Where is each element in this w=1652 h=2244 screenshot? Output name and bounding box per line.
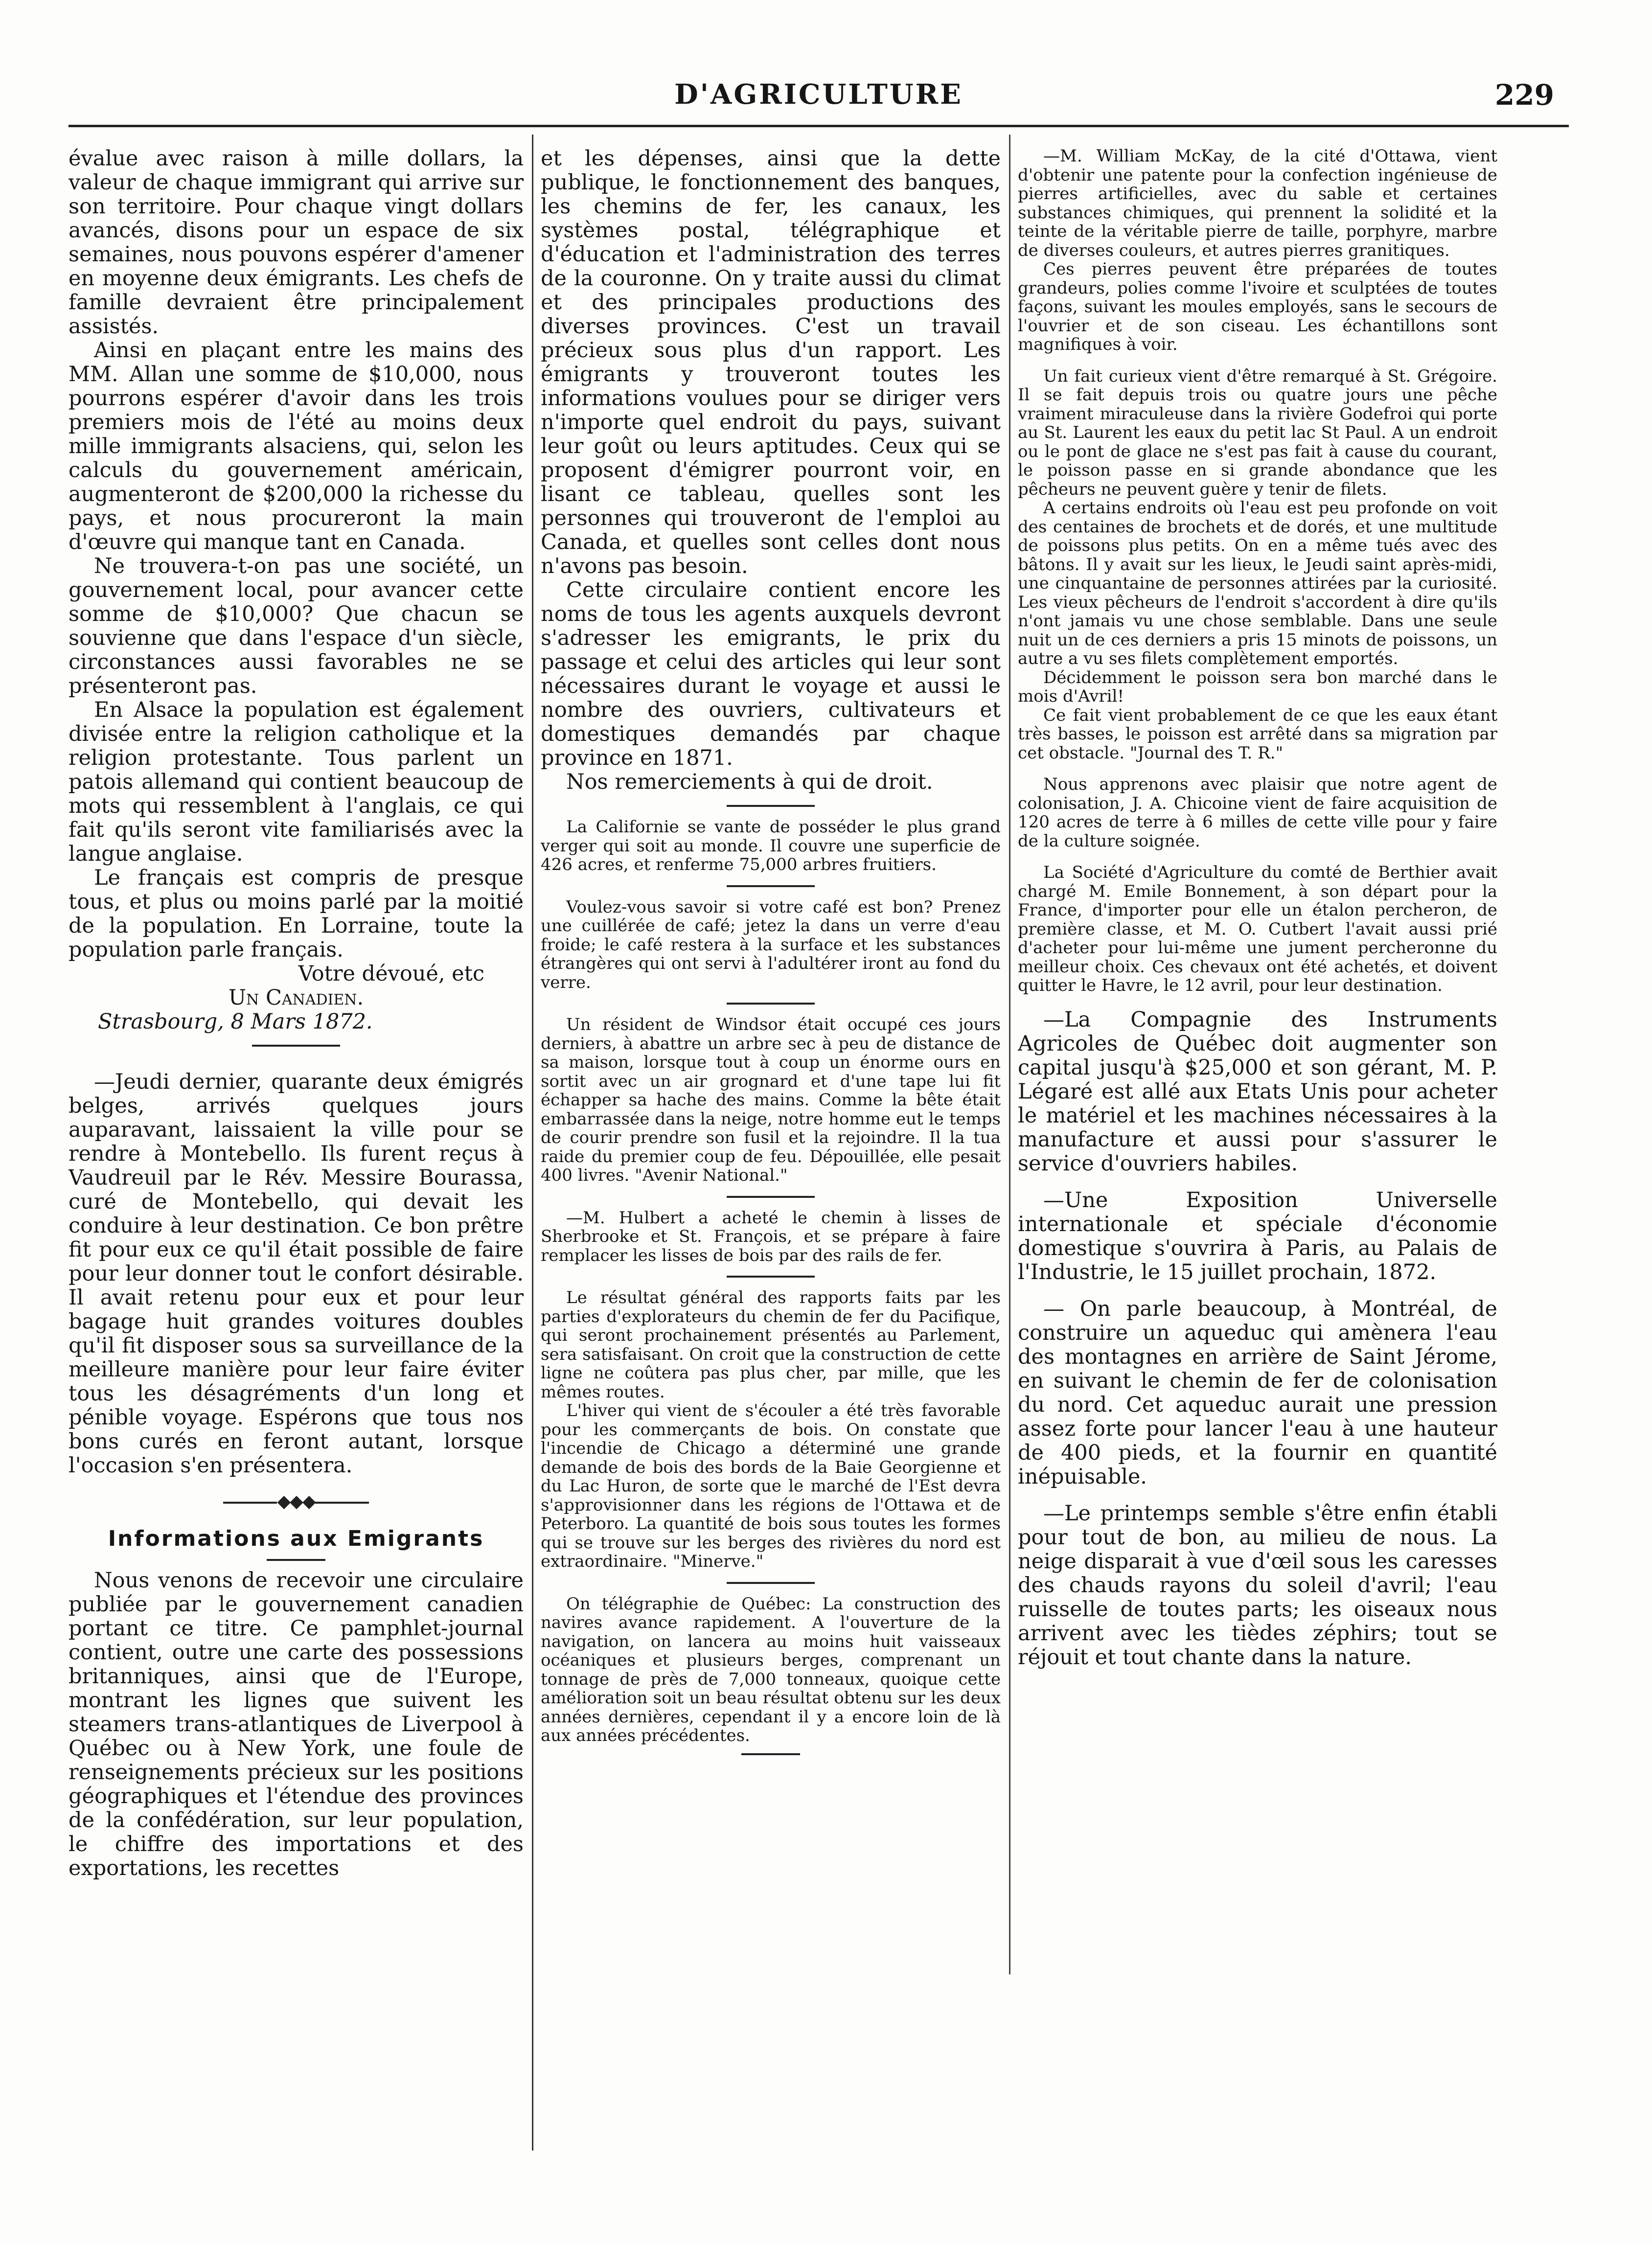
ornamental-divider: ◆◆◆ xyxy=(69,1491,524,1511)
separator-rule xyxy=(252,1045,340,1047)
news-item-chicoine: Nous apprenons avec plaisir que notre agent de colonisation, J. A. Chicoine vient de faire acquisition de 120 acres de terre à 6 milles de cette ville pour y faire de la culture soignée. xyxy=(1018,775,1497,851)
col3-paragraph-exposition: —Une Exposition Universelle internationale et spéciale d'économie domestique s'ouvrira à Paris, au Palais de l'Industrie, le 15 juillet prochain, 1872. xyxy=(1018,1188,1497,1284)
news-item-bois: L'hiver qui vient de s'écouler a été très favorable pour les commerçants de bois. On constate que l'incendie de Chicago a déterminé une grande demande de bois des bords de la Baie Georgienne et du Lac Huron, de sorte que le marché de l'Est devra s'approvisionner dans les régions de l'Ottawa et de Peterboro. La quantité de bois sous toutes les formes qui se trouve sur les berges des rivières du nord est extraordinaire. "Minerve." xyxy=(541,1401,1001,1571)
col1-paragraph-2: Ainsi en plaçant entre les mains des MM. Allan une somme de $10,000, nous pourrons espérer d'avoir dans les trois premiers mois de l'été au moins deux mille immigrants alsaciens, qui, selon les calculs du gouvernement américain, augmenteront de $200,000 la richesse du pays, et nous procureront la main d'œuvre qui manque tant en Canada. xyxy=(69,338,524,554)
news-item-hulbert: —M. Hulbert a acheté le chemin à lisses de Sherbrooke et St. François, et se prépare à faire remplacer les lisses de bois par des rails de fer. xyxy=(541,1208,1001,1265)
col1-paragraph-4: En Alsace la population est également divisée entre la religion catholique et la religion protestante. Tous parlent un patois allemand qui contient beaucoup de mots qui ressemblent à l'anglais, ce qui fait qu'ils seront vite familiarisés avec la langue anglaise. xyxy=(69,698,524,866)
letter-place-date: Strasbourg, 8 Mars 1872. xyxy=(98,1009,373,1034)
col3-paragraph-aqueduc: — On parle beaucoup, à Montréal, de construire un aqueduc qui amènera l'eau des montagnes en arrière de Saint Jérome, en suivant le chemin de fer de colonisation du nord. Cet aqueduc aurait une pression assez forte pour lancer l'eau à une hauteur de 400 pieds, et la fournir en quantité inépuisable. xyxy=(1018,1296,1497,1489)
column-3 xyxy=(1018,147,1497,2177)
news-item-mckay: —M. William McKay, de la cité d'Ottawa, vient d'obtenir une patente pour la confection ingénieuse de pierres artificielles, avec du sable et certaines substances chimiques, qui prennent la solidité et la teinte de la véritable pierre de taille, porphyre, marbre de diverses couleurs, et autres pierres granitiques. xyxy=(1018,147,1497,260)
separator-rule xyxy=(727,1196,815,1198)
column-divider-2 xyxy=(1009,135,1010,1974)
col2-paragraph-2: Cette circulaire contient encore les noms de tous les agents auxquels devront s'adresser les emigrants, le prix du passage et celui des articles qui leur sont nécessaires durant le voyage et aussi le nombre des ouvriers, cultivateurs et domestiques demandés par chaque province en 1871. xyxy=(541,578,1001,770)
page-header xyxy=(69,73,1569,127)
col3-paragraph-compagnie: —La Compagnie des Instruments Agricoles de Québec doit augmenter son capital jusqu'à $25,000 et son gérant, M. P. Légaré est allé aux Etats Unis pour acheter le matériel et les machines nécessaires à la manufacture et aussi pour s'assurer le service d'ouvriers habiles. xyxy=(1018,1007,1497,1176)
column-1 xyxy=(69,147,524,2177)
news-item-quebec: On télégraphie de Québec: La construction des navires avance rapidement. A l'ouverture de la navigation, on lancera au moins huit vaisseaux océaniques et plusieurs berges, comprenant un tonnage de près de 7,000 tonneaux, quoique cette amélioration soit un beau résultat obtenu sur les deux années dernières, cependant il y a encore loin de là aux années précédentes. xyxy=(541,1594,1001,1745)
separator-rule xyxy=(727,1582,815,1584)
col1-paragraph-3: Ne trouvera-t-on pas une société, un gouvernement local, pour avancer cette somme de $10,000? Que chacun se souvienne que dans l'espace d'un siècle, circonstances aussi favorables ne se présenteront pas. xyxy=(69,554,524,698)
letter-signature: Un Canadien. xyxy=(228,985,364,1010)
col3-paragraph-printemps: —Le printemps semble s'être enfin établi pour tout de bon, au milieu de nous. La neige disparait à vue d'œil sous les caresses des chauds rayons du soleil d'avril; l'eau ruisselle de toutes parts; les oiseaux nous arrivent avec les tièdes zéphirs; tout se réjouit et tout chante dans la nature. xyxy=(1018,1501,1497,1670)
news-item-migration: Ce fait vient probablement de ce que les eaux étant très basses, le poisson est arrêté dans sa migration par cet obstacle. "Journal des T. R." xyxy=(1018,705,1497,763)
news-item-poissons: A certains endroits où l'eau est peu profonde on voit des centaines de brochets et de dorés, et une multitude de poissons plus petits. On en a même tués avec des bâtons. Il y avait sur les lieux, le Jeudi saint après-midi, une cinquantaine de personnes attirées par la curiosité. Les vieux pêcheurs de l'endroit s'accordent à dire qu'ils n'ont jamais vu une chose semblable. Dans une seule nuit un de ces derniers a pris 15 minots de poissons, un autre a vu ses filets complètement emportés. xyxy=(1018,498,1497,668)
separator-rule xyxy=(727,1003,815,1005)
column-divider-1 xyxy=(532,135,533,2151)
column-2 xyxy=(541,147,1001,2177)
col2-paragraph-3: Nos remerciements à qui de droit. xyxy=(566,770,933,794)
separator-rule xyxy=(741,1753,800,1755)
col1-paragraph-circulaire: Nous venons de recevoir une circulaire publiée par le gouvernement canadien portant ce titre. Ce pamphlet-journal contient, outre une carte des possessions britanniques, ainsi que de l'Europe, montrant les lignes que suivent les steamers trans-atlantiques de Liverpool à Québec ou à New York, une foule de renseignements précieux sur les positions géographiques et l'étendue des provinces de la confédération, sur leur population, le chiffre des importations et des exportations, les recettes xyxy=(69,1568,524,1880)
heading-rule xyxy=(267,1559,325,1561)
news-item-decidemment: Décidemment le poisson sera bon marché dans le mois d'Avril! xyxy=(1018,667,1497,706)
section-heading: Informations aux Emigrants xyxy=(108,1526,484,1551)
col1-paragraph-belges: —Jeudi dernier, quarante deux émigrés belges, arrivés quelques jours auparavant, laissaient la ville pour se rendre à Montebello. Ils furent reçus à Vaudreuil par le Rév. Messire Bourassa, curé de Montebello, qui devait les conduire à leur destination. Ce bon prêtre fit pour eux ce qu'il était possible de faire pour leur donner tout le confort désirable. Il avait retenu pour eux et pour leur bagage huit grandes voitures doubles qu'il fit disposer sous sa surveillance de la meilleure manière pour leur faire éviter tous les désagréments d'un long et pénible voyage. Espérons que tous nos bons curés en feront autant, lorsque l'occasion s'en présentera. xyxy=(69,1070,524,1478)
separator-rule xyxy=(727,885,815,887)
letter-closing: Votre dévoué, etc xyxy=(298,962,484,986)
separator-rule xyxy=(727,1276,815,1278)
header-rule xyxy=(69,125,1569,127)
page-number: 229 xyxy=(1494,78,1554,112)
col1-paragraph-5: Le français est compris de presque tous, et plus ou moins parlé par la moitié de la population. En Lorraine, toute la population parle français. xyxy=(69,866,524,962)
news-item-cafe: Voulez-vous savoir si votre café est bon? Prenez une cuillérée de café; jetez la dans un verre d'eau froide; le café restera à la surface et les substances étrangères qui ont servi à l'adultérer iront au fond du verre. xyxy=(541,897,1001,992)
news-item-pacifique: Le résultat général des rapports faits par les parties d'explorateurs du chemin de fer du Pacifique, qui seront prochainement présentés au Parlement, sera satisfaisant. On croit que la construction de cette ligne ne coûtera pas plus cher, par mille, que les mêmes routes. xyxy=(541,1288,1001,1402)
col1-paragraph-1: évalue avec raison à mille dollars, la valeur de chaque immigrant qui arrive sur son territoire. Pour chaque vingt dollars avancés, disons pour un espace de six semaines, nous pouvons espérer d'amener en moyenne deux émigrants. Les chefs de famille devraient être principalement assistés. xyxy=(69,147,524,339)
news-item-pierres: Ces pierres peuvent être préparées de toutes grandeurs, polies comme l'ivoire et sculptées de toutes façons, suivant les moules employés, sans le secours de l'ouvrier et de son ciseau. Les échantillons sont magnifiques à voir. xyxy=(1018,259,1497,354)
col2-paragraph-1: et les dépenses, ainsi que la dette publique, le fonctionnement des banques, les chemins de fer, les canaux, les systèmes postal, télégraphique et d'éducation et l'administration des terres de la couronne. On y traite aussi du climat et des principales productions des diverses provinces. C'est un travail précieux sous plus d'un rapport. Les émigrants y trouveront toutes les informations voulues pour se diriger vers n'importe quel endroit du pays, suivant leur goût ou leurs aptitudes. Ceux qui se proposent d'émigrer pourront voir, en lisant ce tableau, quelles sont les personnes qui trouveront de l'emploi au Canada, et quelles sont celles dont nous n'avons pas besoin. xyxy=(541,147,1001,578)
news-item-californie: La Californie se vante de posséder le plus grand verger qui soit au monde. Il couvre une superficie de 426 acres, et renferme 75,000 arbres fruitiers. xyxy=(541,817,1001,874)
news-item-st-gregoire: Un fait curieux vient d'être remarqué à St. Grégoire. Il se fait depuis trois ou quatre jours une pêche vraiment miraculeuse dans la rivière Godefroi qui porte au St. Laurent les eaux du petit lac St Paul. A un endroit ou le pont de glace ne s'est pas fait à cause du courant, le poisson passe en si grande abondance que les pêcheurs ne peuvent guère y tenir de filets. xyxy=(1018,366,1497,499)
news-item-berthier: La Société d'Agriculture du comté de Berthier avait chargé M. Emile Bonnement, à son départ pour la France, d'importer pour elle un étalon percheron, de première classe, et M. O. Cutbert l'avait aussi prié d'acheter pour lui-même une jument percheronne du meilleur choix. Ces chevaux ont été achetés, et doivent quitter le Havre, le 12 avril, pour leur destination. xyxy=(1018,863,1497,995)
separator-rule xyxy=(727,805,815,807)
running-title: D'AGRICULTURE xyxy=(674,78,963,111)
news-item-windsor: Un résident de Windsor était occupé ces jours derniers, à abattre un arbre sec à peu de distance de sa maison, lorsque tout à coup un énorme ours en sortit avec un air grognard et d'une tape lui fit échapper sa hache des mains. Comme la bête était embarrassée dans la neige, notre homme eut le temps de courir prendre son fusil et la rejoindre. Il la tua raide du premier coup de feu. Dépouillée, elle pesait 400 livres. "Avenir National." xyxy=(541,1015,1001,1185)
